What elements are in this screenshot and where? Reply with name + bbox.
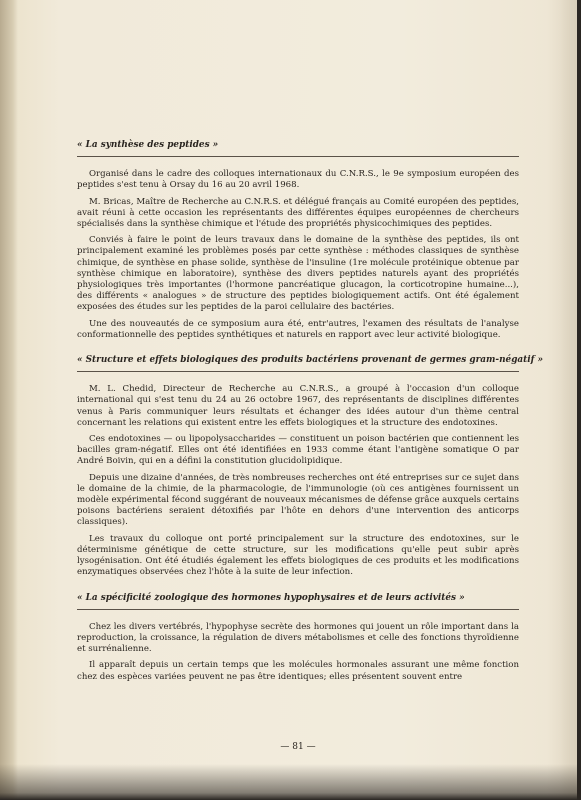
- section-peptides: [77, 140, 519, 341]
- section-rule: [77, 156, 519, 157]
- section-rule: [77, 609, 519, 610]
- section-heading: « La synthèse des peptides »: [77, 140, 219, 150]
- section-body: [77, 622, 519, 683]
- paragraph: M. Bricas, Maître de Recherche au C.N.R.S. et délégué français au Comité européen des peptides, avait réuni à cette occasion les représentants des différentes équipes européennes de chercheurs spécialisés dans la synthèse chimique et l'étude des propriétés physicochimiques des peptides.: [77, 196, 519, 230]
- document-body: [77, 140, 544, 688]
- paragraph: Une des nouveautés de ce symposium aura été, entr'autres, l'examen des résultats de l'analyse conformationnelle des peptides synthétiques et naturels en rapport avec leur activité biologique.: [77, 318, 519, 340]
- paragraph: Ces endotoxines — ou lipopolysaccharides — constituent un poison bactérien que contiennent les bacilles gram-négatif. Elles ont été identifiées en 1933 comme étant l'antigène somatique O par André Boivin, qui en a défini la constitution glucidolipidique.: [77, 434, 519, 467]
- page-number: — 81 —: [280, 742, 316, 752]
- paragraph: Organisé dans le cadre des colloques internationaux du C.N.R.S., le 9e symposium européen des peptides s'est tenu à Orsay du 16 au 20 avril 1968.: [77, 169, 519, 191]
- binding-shadow: [0, 0, 18, 800]
- paragraph: M. L. Chedid, Directeur de Recherche au C.N.R.S., a groupé à l'occasion d'un colloque international qui s'est tenu du 24 au 26 octobre 1967, des représentants de disciplines différentes venus à Paris communiquer leurs résultats et échanger des idées autour d'un thème central concernant les relations qui existent entre les effets biologiques et la structure des endotoxines.: [77, 384, 519, 428]
- paragraph: Il apparaît depuis un certain temps que les molécules hormonales assurant une même fonction chez des espèces variées peuvent ne pas être identiques; elles présentent souvent entre: [77, 660, 519, 682]
- page-edge: [547, 0, 581, 800]
- section-endotoxines: [77, 355, 544, 578]
- bottom-shadow: [0, 764, 581, 800]
- section-heading: « Structure et effets biologiques des produits bactériens provenant de germes gram-négatif »: [77, 355, 544, 366]
- section-hormones: [77, 593, 519, 683]
- paragraph: Conviés à faire le point de leurs travaux dans le domaine de la synthèse des peptides, ils ont principalement examiné les problèmes posés par cette synthèse : méthodes classiques de synthèse chimique, de synthèse en phase solide, synthèse de l'insuline (1re molécule protéinique obtenue par synthèse chimique en laboratoire), synthèse des divers peptides naturels ayant des propriétés physiologiques très importantes (l'hormone pancréatique glucagon, la corticotropine humaine...), des différents « analogues » de structure des peptides biologiquement actifs. Ont été également exposées des études sur les peptides de la paroi cellulaire des bactéries.: [77, 235, 519, 313]
- section-heading: « La spécificité zoologique des hormones hypophysaires et de leurs activités »: [77, 592, 465, 603]
- paragraph: Chez les divers vertébrés, l'hypophyse secrète des hormones qui jouent un rôle important dans la reproduction, la croissance, la régulation de divers métabolismes et celle des fonctions thyroïdienne et surrénalienne.: [77, 621, 519, 655]
- section-body: [77, 169, 519, 341]
- paragraph: Les travaux du colloque ont porté principalement sur la structure des endotoxines, sur le déterminisme génétique de cette structure, sur les modifications qu'elle peut subir après lysogénisation. Ont été étudiés également les effets biologiques de ces produits et les modifications enzymatiques observées chez l'hôte à la suite de leur infection.: [77, 533, 519, 578]
- right-edge-shadow: [577, 0, 581, 800]
- section-rule: [77, 371, 519, 372]
- section-body: [77, 384, 519, 578]
- paragraph: Depuis une dizaine d'années, de très nombreuses recherches ont été entreprises sur ce sujet dans le domaine de la chimie, de la pharmacologie, de l'immunologie (où ces antigènes fournissent un modèle expérimental fécond suggérant de nouveaux mécanismes de défense grâce auxquels certains poisons bactériens seraient détoxifiés par l'hôte en dehors d'une intervention des anticorps classiques).: [77, 472, 519, 528]
